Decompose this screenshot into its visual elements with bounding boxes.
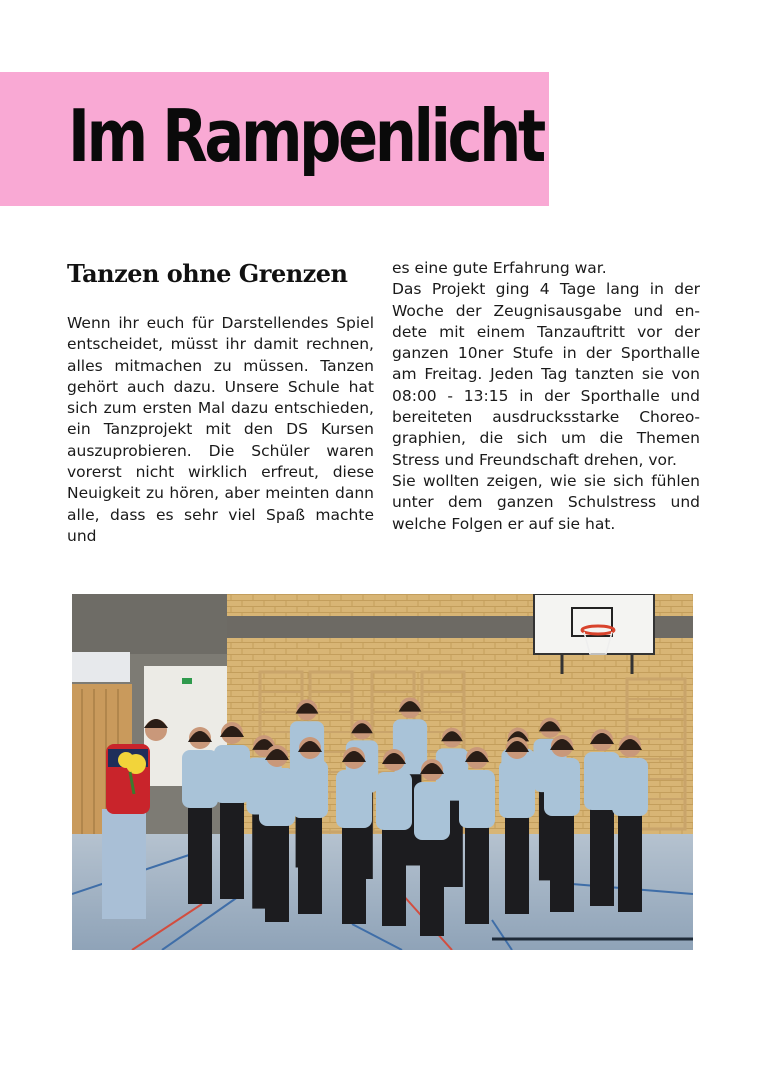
article-paragraph: Sie wollten zeigen, wie sie sich fühlen unter dem ganzen Schulstress und welche Folgen er auf sie hat. [392,471,700,533]
group-photo [72,594,693,950]
article-heading: Tanzen ohne Grenzen [67,259,348,288]
article-paragraph: Wenn ihr euch für Darstellendes Spiel entscheidet, müsst ihr damit rechnen, alles mitmachen zu müssen. Tanzen gehört auch dazu. Unsere Schule hat sich zum ersten Mal dazu entschieden, ein Tanzprojekt mit den DS Kursen auszuprobieren. Die Schüler waren vorerst nicht wirklich erfreut, diese Neuigkeit zu hören, aber meinten dann alle, dass es sehr viel Spaß machte und [67,314,374,545]
article-column-right [392,258,700,535]
article-paragraph: es eine gute Erfahrung war. [392,259,607,277]
page-title: Im Rampenlicht [68,94,544,178]
group-photo-icon [72,594,693,950]
article-column-left [67,313,374,547]
article-paragraph: Das Projekt ging 4 Tage lang in der Woche der Zeugnisausgabe und endete mit einem Tanzauftritt vor der ganzen 10ner Stufe in der Sporthalle am Freitag. Jeden Tag tanzten sie von 08:00 - 13:15 in der Sporthalle und bereiteten ausdrucksstarke Choreographien, die sich um die Themen Stress und Freundschaft drehen, vor. [392,280,700,469]
